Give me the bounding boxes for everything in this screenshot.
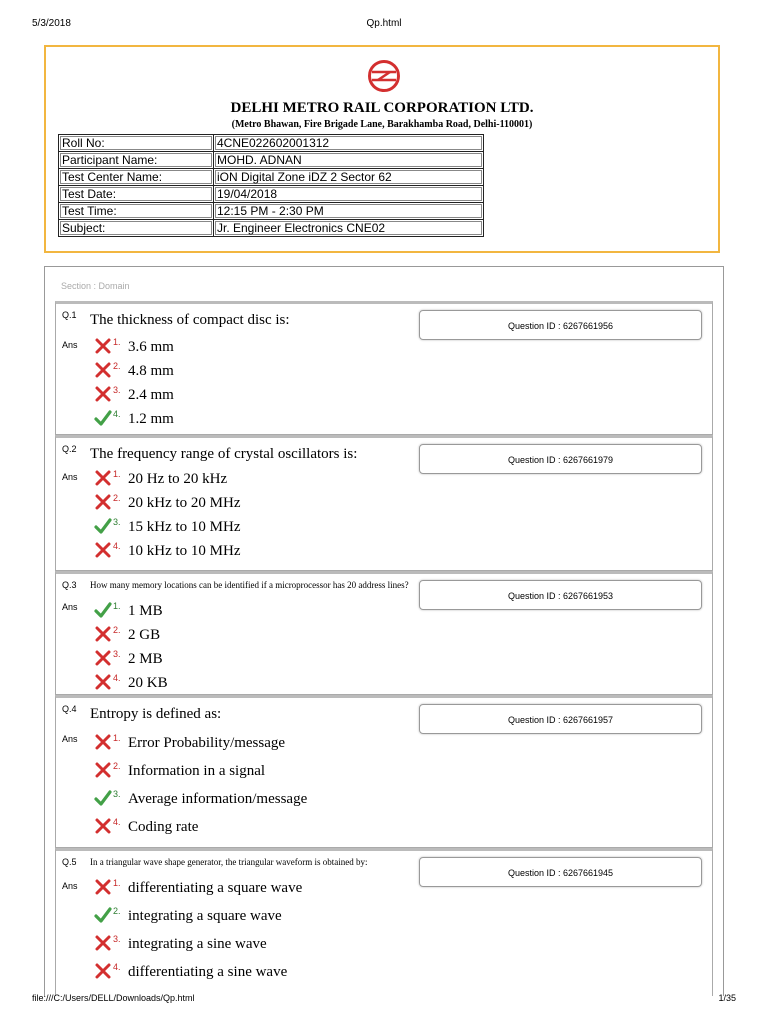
question-text: In a triangular wave shape generator, the triangular waveform is obtained by:: [90, 857, 368, 867]
cross-icon: [94, 493, 112, 511]
dmrc-logo-icon: [367, 59, 401, 93]
option-text: differentiating a sine wave: [128, 964, 288, 980]
file-path: file:///C:/Users/DELL/Downloads/Qp.html: [32, 993, 195, 1003]
info-value: Jr. Engineer Electronics CNE02: [214, 220, 484, 237]
info-row: [59, 135, 484, 152]
option-text: 3.6 mm: [128, 339, 174, 355]
answer-label: Ans: [62, 602, 78, 612]
info-label: Test Date:: [59, 186, 214, 203]
info-value: 12:15 PM - 2:30 PM: [214, 203, 484, 220]
option-number: 2.: [113, 761, 121, 771]
cross-icon: [94, 337, 112, 355]
cross-icon: [94, 878, 112, 896]
section-label: Section : Domain: [61, 281, 130, 291]
option-text: Average information/message: [128, 791, 308, 807]
info-row: [59, 203, 484, 220]
option-number: 1.: [113, 601, 121, 611]
info-row: [59, 220, 484, 237]
option-number: 2.: [113, 906, 121, 916]
option-number: 1.: [113, 469, 121, 479]
option-number: 4.: [113, 541, 121, 551]
option-text: 15 kHz to 10 MHz: [128, 519, 241, 535]
page-number: 1/35: [718, 993, 736, 1003]
question-id-box: Question ID : 6267661945: [419, 857, 702, 887]
option-number: 4.: [113, 962, 121, 972]
question-number: Q.3: [62, 580, 77, 590]
option-number: 2.: [113, 361, 121, 371]
answer-label: Ans: [62, 734, 78, 744]
question-id-box: Question ID : 6267661957: [419, 704, 702, 734]
option-number: 2.: [113, 625, 121, 635]
print-date: 5/3/2018: [32, 18, 71, 29]
cross-icon: [94, 625, 112, 643]
question-block: [55, 695, 713, 848]
question-id-box: Question ID : 6267661953: [419, 580, 702, 610]
option-text: Error Probability/message: [128, 735, 286, 751]
question-number: Q.4: [62, 704, 77, 714]
check-icon: [94, 517, 112, 535]
cross-icon: [94, 733, 112, 751]
cross-icon: [94, 962, 112, 980]
info-label: Roll No:: [59, 135, 214, 152]
option-number: 3.: [113, 517, 121, 527]
question-area: [44, 266, 724, 996]
question-number: Q.5: [62, 857, 77, 867]
cross-icon: [94, 649, 112, 667]
answer-label: Ans: [62, 472, 78, 482]
cross-icon: [94, 469, 112, 487]
option-number: 1.: [113, 337, 121, 347]
info-label: Subject:: [59, 220, 214, 237]
option-number: 2.: [113, 493, 121, 503]
option-text: 20 kHz to 20 MHz: [128, 495, 241, 511]
print-footer: [32, 993, 736, 1007]
option-text: integrating a sine wave: [128, 936, 267, 952]
check-icon: [94, 906, 112, 924]
org-name: DELHI METRO RAIL CORPORATION LTD.: [230, 100, 534, 116]
option-number: 1.: [113, 878, 121, 888]
answer-label: Ans: [62, 340, 78, 350]
cross-icon: [94, 385, 112, 403]
option-text: integrating a square wave: [128, 908, 282, 924]
candidate-info-table: [58, 134, 484, 237]
option-text: 1 MB: [128, 603, 163, 619]
option-text: differentiating a square wave: [128, 880, 303, 896]
print-header: [32, 18, 736, 32]
option-text: 2 GB: [128, 627, 161, 643]
info-value: 19/04/2018: [214, 186, 484, 203]
org-address: (Metro Bhawan, Fire Brigade Lane, Barakhamba Road, Delhi-110001): [231, 119, 533, 130]
option-text: 4.8 mm: [128, 363, 174, 379]
print-title: Qp.html: [366, 18, 402, 29]
question-text: The frequency range of crystal oscillators is:: [90, 446, 358, 462]
question-number: Q.2: [62, 444, 77, 454]
info-label: Participant Name:: [59, 152, 214, 169]
option-number: 4.: [113, 817, 121, 827]
cross-icon: [94, 934, 112, 952]
option-text: 20 KB: [128, 675, 168, 691]
cross-icon: [94, 761, 112, 779]
option-text: 2 MB: [128, 651, 163, 667]
answer-label: Ans: [62, 881, 78, 891]
question-block: [55, 848, 713, 996]
question-id-box: Question ID : 6267661956: [419, 310, 702, 340]
question-text: Entropy is defined as:: [90, 706, 222, 722]
info-row: [59, 186, 484, 203]
candidate-header: [44, 45, 720, 253]
question-block: [55, 301, 713, 435]
option-text: 10 kHz to 10 MHz: [128, 543, 241, 559]
check-icon: [94, 409, 112, 427]
question-number: Q.1: [62, 310, 77, 320]
info-value: 4CNE022602001312: [214, 135, 484, 152]
cross-icon: [94, 673, 112, 691]
question-block: [55, 571, 713, 695]
check-icon: [94, 789, 112, 807]
option-number: 3.: [113, 385, 121, 395]
question-block: [55, 435, 713, 571]
option-number: 4.: [113, 673, 121, 683]
info-row: [59, 152, 484, 169]
question-text: The thickness of compact disc is:: [90, 312, 290, 328]
info-value: MOHD. ADNAN: [214, 152, 484, 169]
cross-icon: [94, 817, 112, 835]
option-number: 1.: [113, 733, 121, 743]
check-icon: [94, 601, 112, 619]
info-label: Test Time:: [59, 203, 214, 220]
question-id-box: Question ID : 6267661979: [419, 444, 702, 474]
question-text: How many memory locations can be identified if a microprocessor has 20 address lines?: [90, 580, 409, 590]
info-value: iON Digital Zone iDZ 2 Sector 62: [214, 169, 484, 186]
option-number: 4.: [113, 409, 121, 419]
cross-icon: [94, 361, 112, 379]
option-text: 1.2 mm: [128, 411, 174, 427]
cross-icon: [94, 541, 112, 559]
option-number: 3.: [113, 934, 121, 944]
option-text: Coding rate: [128, 819, 199, 835]
option-number: 3.: [113, 789, 121, 799]
option-text: Information in a signal: [128, 763, 266, 779]
option-text: 2.4 mm: [128, 387, 174, 403]
info-row: [59, 169, 484, 186]
info-label: Test Center Name:: [59, 169, 214, 186]
option-text: 20 Hz to 20 kHz: [128, 471, 228, 487]
option-number: 3.: [113, 649, 121, 659]
